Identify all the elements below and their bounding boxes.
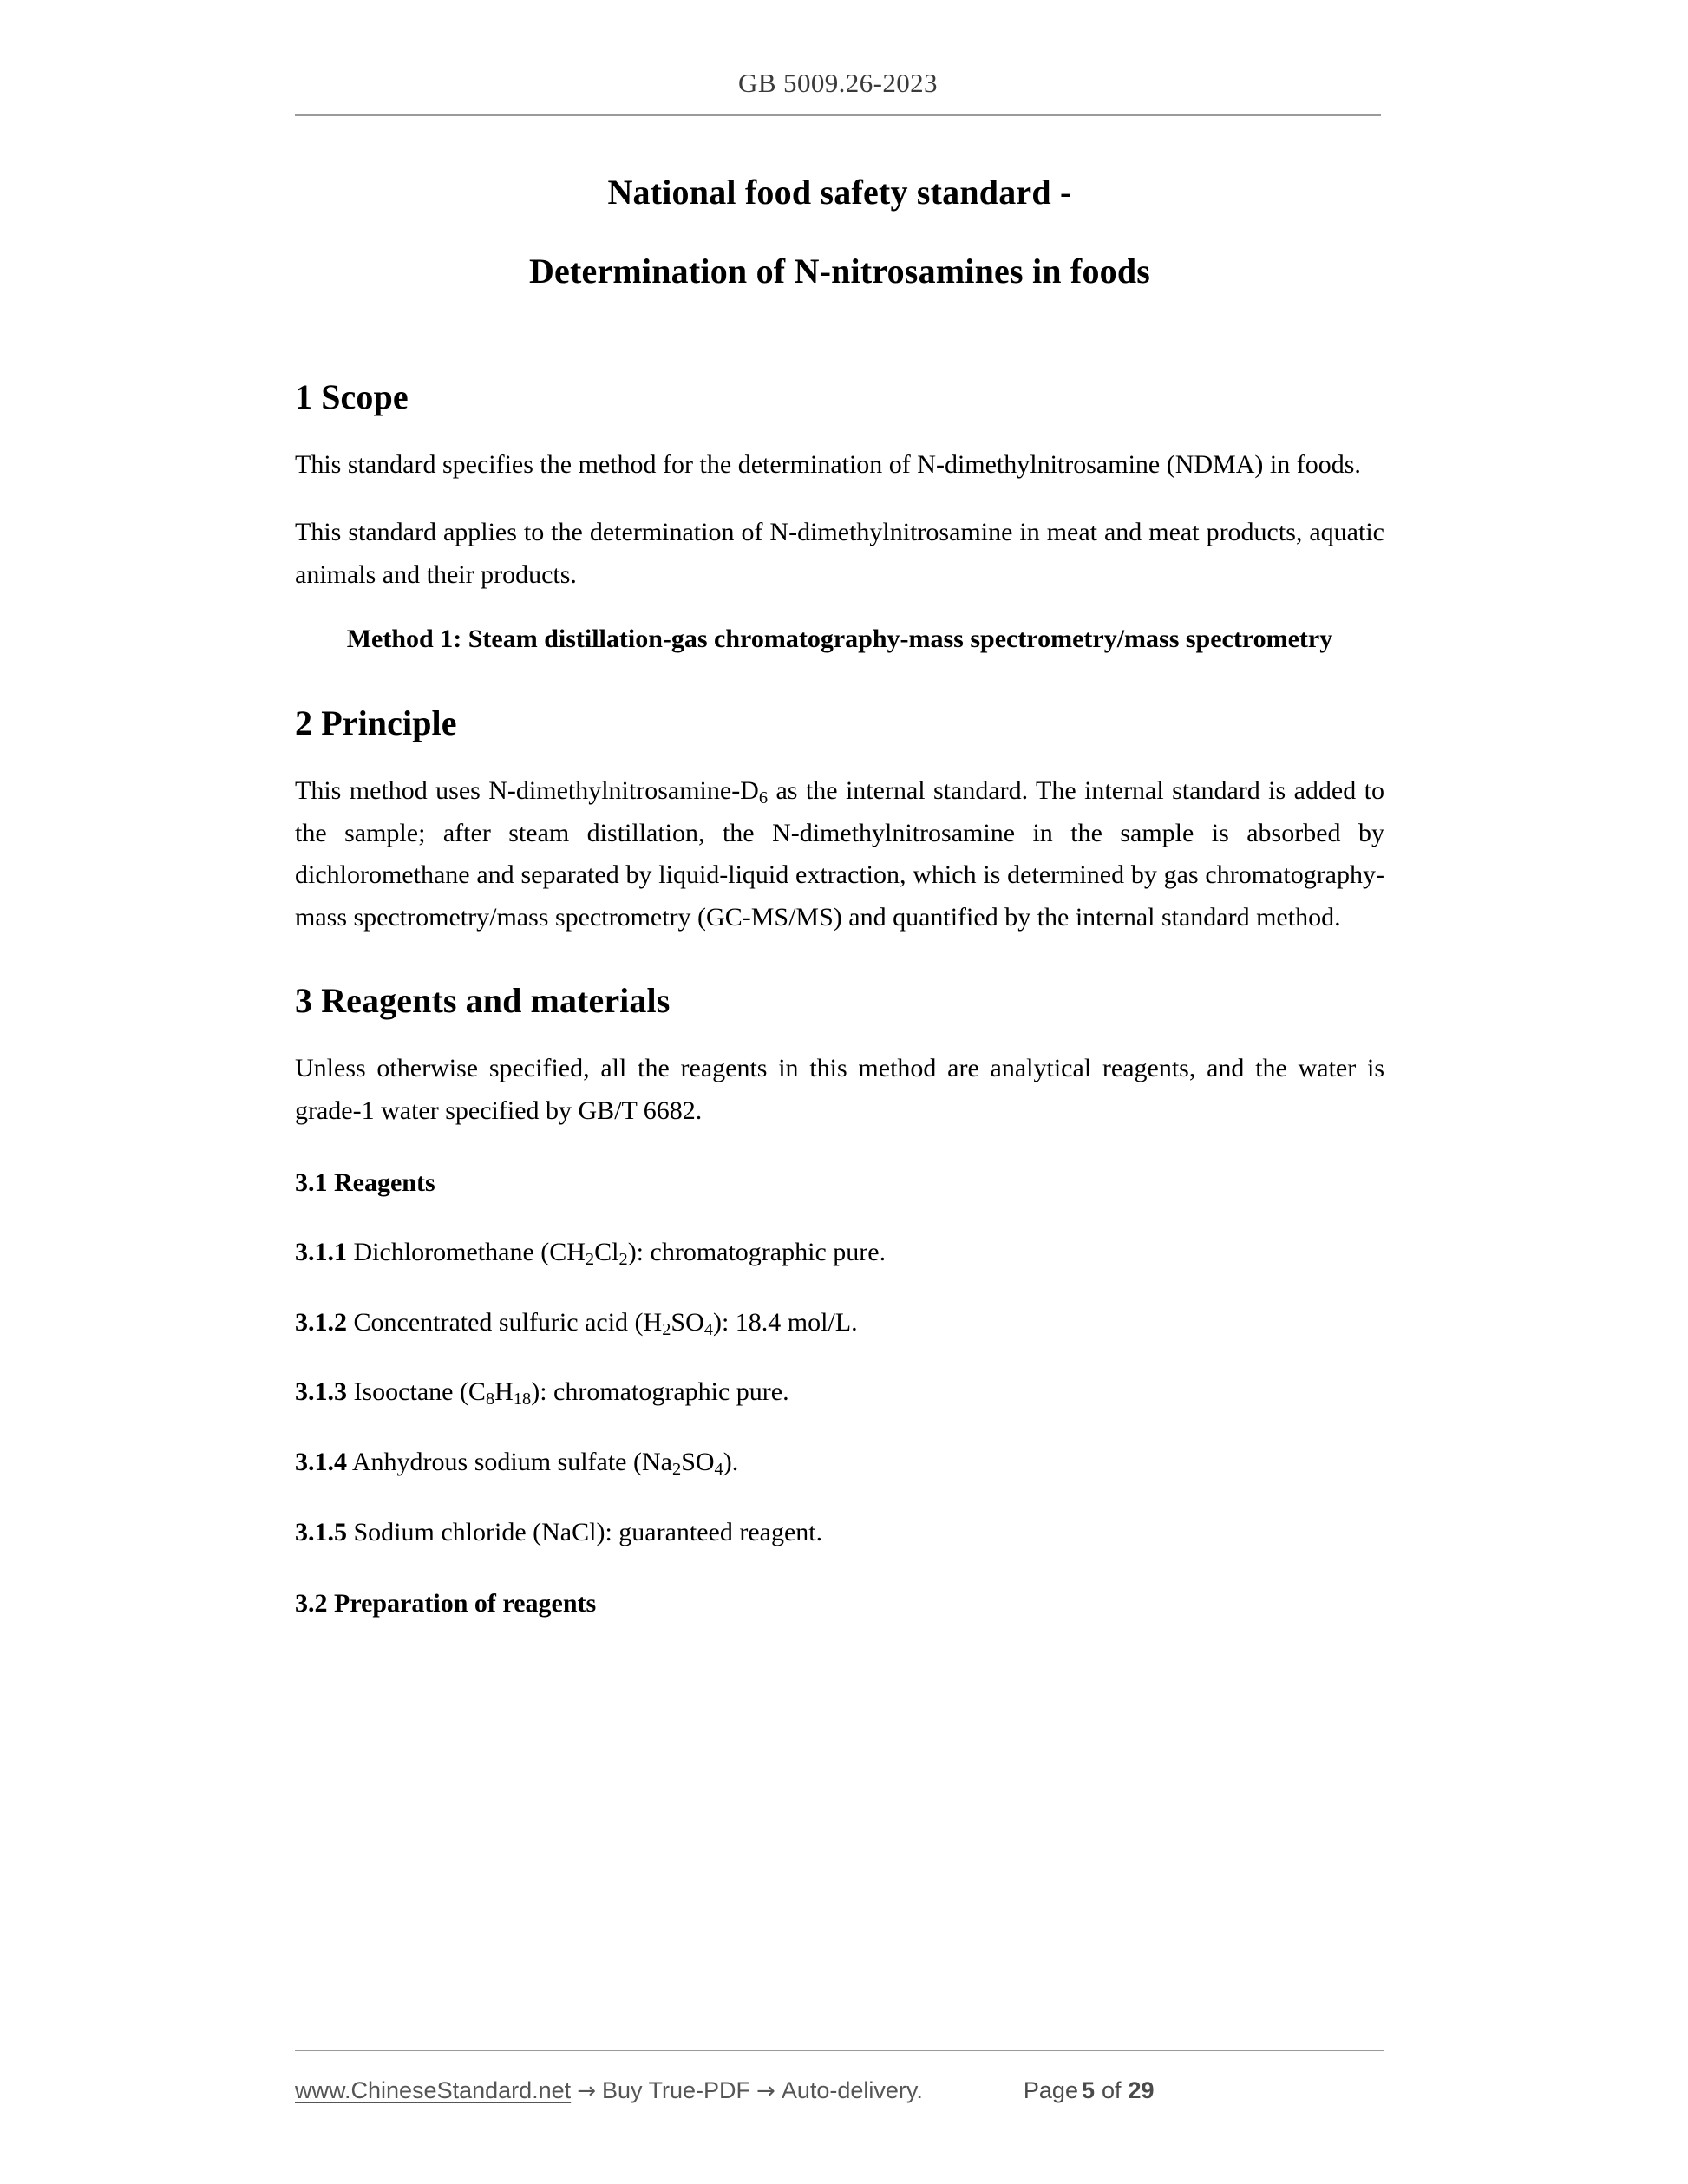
- section-heading-principle: 2 Principle: [295, 703, 457, 742]
- current-page-number: 5: [1081, 2077, 1095, 2103]
- footer-promo-buy: Buy True-PDF: [601, 2077, 751, 2103]
- document-title-line-2: Determination of N-nitrosamines in foods: [528, 251, 1151, 291]
- scope-paragraph-2: This standard applies to the determination of N-dimethylnitrosamine in meat and meat products, aquatic animals and their products.: [295, 518, 1384, 589]
- reagent-item: [295, 1371, 1384, 1414]
- reagent-item-subscript-1: 2: [585, 1250, 595, 1270]
- footer-row: [295, 2077, 1384, 2104]
- reagent-item: [295, 1302, 1384, 1344]
- method-banner-line-1: Method 1: Steam distillation-gas chromatography-mass spectrometry/mass: [346, 624, 1180, 654]
- chinesestandard-link[interactable]: www.ChineseStandard.net: [295, 2077, 572, 2103]
- standard-code: GB 5009.26-2023: [738, 68, 938, 98]
- section-heading-scope: 1 Scope: [295, 376, 409, 416]
- reagent-item-subscript-1: 2: [671, 1460, 682, 1479]
- arrow-right-icon: →: [577, 2078, 596, 2104]
- section-heading-reagents: 3 Reagents and materials: [295, 981, 671, 1021]
- reagent-item-number: 3.1.4: [295, 1447, 347, 1476]
- reagent-item-subscript-2: 4: [714, 1460, 723, 1479]
- principle-text-a: This method uses N-dimethylnitrosamine-D: [295, 775, 759, 805]
- reagents-intro: Unless otherwise specified, all the reagents in this method are analytical reagents, and the water is grade-1 water specified by GB/T 6682.: [295, 1054, 1384, 1125]
- document-title-line-1: National food safety standard -: [607, 173, 1072, 212]
- reagent-item-text-c: ): chromatographic pure.: [627, 1238, 887, 1267]
- reagent-item: [295, 1512, 1384, 1554]
- method-banner: [295, 618, 1384, 661]
- footer-divider: [295, 2050, 1384, 2051]
- reagent-item-subscript-2: 4: [703, 1319, 713, 1339]
- reagent-item-text-a: Anhydrous sodium sulfate (Na: [351, 1447, 672, 1476]
- principle-text-b: as the internal standard. The internal standard is added to the sample; after steam distillation, the N-dimethylnitrosamine in the sample is absorbed by dichloromethane and separated by liquid-liquid extraction, which is determined by gas chromatography-mass spectrometry/mass spectrometry (GC-MS/MS) and quantified by the internal standard method.: [295, 775, 1384, 932]
- scope-paragraph-1: This standard specifies the method for the determination of N-dimethylnitrosamine (NDMA) in foods.: [295, 449, 1361, 479]
- reagent-item: [295, 1442, 1384, 1484]
- document-content: [295, 165, 1384, 1625]
- footer-promo-delivery: Auto-delivery.: [781, 2077, 923, 2103]
- reagent-item-text-a: Isooctane (C: [353, 1377, 486, 1407]
- reagent-item-text-b: Cl: [594, 1238, 619, 1267]
- reagent-item-text-c: ): chromatographic pure.: [531, 1377, 789, 1407]
- of-label: of: [1102, 2077, 1122, 2103]
- reagent-item-text-a: Dichloromethane (CH: [353, 1238, 586, 1267]
- reagent-item-text-b: SO: [681, 1447, 715, 1476]
- reagent-item-number: 3.1.1: [295, 1238, 347, 1267]
- reagent-item-number: 3.1.3: [295, 1377, 347, 1407]
- subsection-heading-3-1: 3.1 Reagents: [295, 1167, 435, 1197]
- header-divider: [295, 114, 1381, 116]
- page-indicator: [1024, 2077, 1158, 2104]
- reagent-item-text-b: H: [494, 1377, 514, 1407]
- page-header: [295, 68, 1381, 116]
- reagent-item-text-a: Sodium chloride (NaCl): guaranteed reagent.: [353, 1517, 823, 1546]
- page-footer: [295, 2050, 1384, 2104]
- reagent-item: [295, 1232, 1384, 1274]
- reagent-item-text-b: SO: [671, 1307, 704, 1337]
- total-page-count: 29: [1128, 2077, 1155, 2103]
- reagent-item-subscript-1: 8: [485, 1390, 495, 1409]
- reagent-item-number: 3.1.5: [295, 1517, 347, 1546]
- footer-promo: [295, 2077, 923, 2104]
- reagent-item-number: 3.1.2: [295, 1307, 347, 1337]
- reagent-item-subscript-2: 2: [618, 1250, 628, 1270]
- arrow-right-icon: →: [756, 2078, 775, 2104]
- reagent-item-text-c: ): 18.4 mol/L.: [712, 1307, 858, 1337]
- principle-subscript: 6: [758, 788, 769, 808]
- reagent-item-text-a: Concentrated sulfuric acid (H: [353, 1307, 663, 1337]
- reagent-item-text-c: ).: [723, 1447, 739, 1476]
- document-title: [295, 165, 1384, 300]
- page-label: Page: [1023, 2077, 1078, 2103]
- subsection-heading-3-2: 3.2 Preparation of reagents: [295, 1589, 597, 1618]
- method-banner-line-2: spectrometry: [1185, 624, 1333, 654]
- reagent-item-subscript-2: 18: [513, 1390, 532, 1409]
- reagent-item-subscript-1: 2: [662, 1319, 671, 1339]
- principle-paragraph: [295, 770, 1384, 938]
